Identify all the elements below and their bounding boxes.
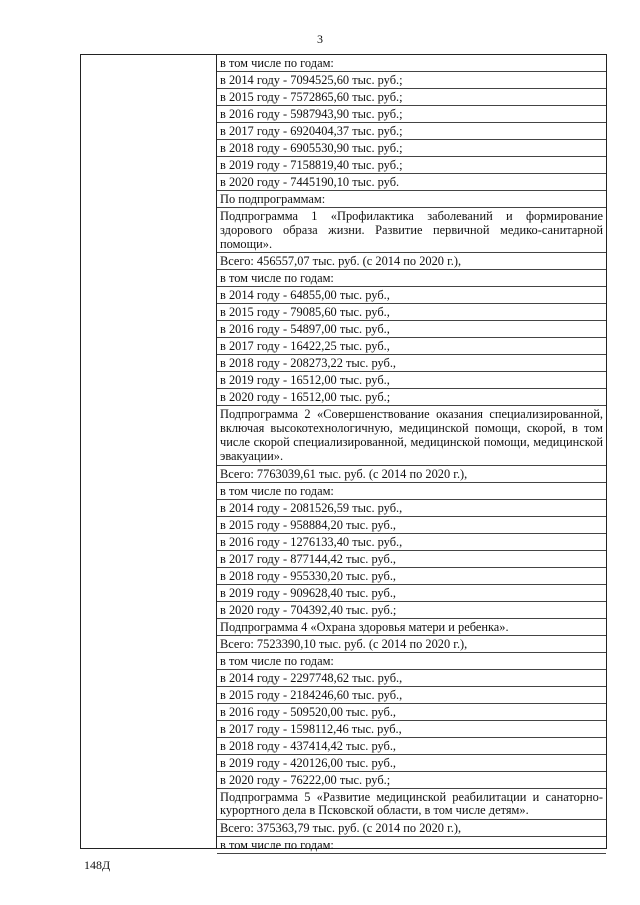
year-line: в 2016 году - 54897,00 тыс. руб.,	[217, 321, 606, 338]
year-line: в 2020 году - 7445190,10 тыс. руб.	[217, 174, 606, 191]
total-line: Всего: 7523390,10 тыс. руб. (с 2014 по 2020 г.),	[217, 636, 606, 653]
year-line: в 2014 году - 7094525,60 тыс. руб.;	[217, 72, 606, 89]
by-years-heading: в том числе по годам:	[217, 270, 606, 287]
subprogram-5-title: Подпрограмма 5 «Развитие медицинской реабилитации и санаторно-курортного дела в Псковской области, в том числе детям».	[217, 789, 606, 821]
year-line: в 2019 году - 16512,00 тыс. руб.,	[217, 372, 606, 389]
by-subprograms-heading: По подпрограммам:	[217, 191, 606, 208]
by-years-heading: в том числе по годам:	[217, 55, 606, 72]
year-line: в 2014 году - 2297748,62 тыс. руб.,	[217, 670, 606, 687]
year-line: в 2014 году - 2081526,59 тыс. руб.,	[217, 500, 606, 517]
total-line: Всего: 7763039,61 тыс. руб. (с 2014 по 2020 г.),	[217, 466, 606, 483]
total-line: Всего: 375363,79 тыс. руб. (с 2014 по 2020 г.),	[217, 820, 606, 837]
year-line: в 2016 году - 5987943,90 тыс. руб.;	[217, 106, 606, 123]
total-line: Всего: 456557,07 тыс. руб. (с 2014 по 2020 г.),	[217, 253, 606, 270]
year-line: в 2019 году - 7158819,40 тыс. руб.;	[217, 157, 606, 174]
year-line: в 2014 году - 64855,00 тыс. руб.,	[217, 287, 606, 304]
year-line: в 2019 году - 909628,40 тыс. руб.,	[217, 585, 606, 602]
year-line: в 2020 году - 704392,40 тыс. руб.;	[217, 602, 606, 619]
footer-code: 148Д	[84, 858, 111, 872]
by-years-heading: в том числе по годам:	[217, 653, 606, 670]
year-line: в 2018 году - 6905530,90 тыс. руб.;	[217, 140, 606, 157]
year-line: в 2016 году - 1276133,40 тыс. руб.,	[217, 534, 606, 551]
subprogram-4-title: Подпрограмма 4 «Охрана здоровья матери и ребенка».	[217, 619, 606, 636]
page-number: 3	[317, 32, 323, 46]
year-line: в 2018 году - 955330,20 тыс. руб.,	[217, 568, 606, 585]
year-line: в 2017 году - 16422,25 тыс. руб.,	[217, 338, 606, 355]
year-line: в 2016 году - 509520,00 тыс. руб.,	[217, 704, 606, 721]
year-line: в 2015 году - 79085,60 тыс. руб.,	[217, 304, 606, 321]
year-line: в 2018 году - 208273,22 тыс. руб.,	[217, 355, 606, 372]
subprogram-2-title: Подпрограмма 2 «Совершенствование оказания специализированной, включая высокотехнологичную, медицинской помощи, скорой, в том числе скорой специализированной, медицинской помощи, медицинской эвакуации».	[217, 406, 606, 465]
year-line: в 2019 году - 420126,00 тыс. руб.,	[217, 755, 606, 772]
year-line: в 2015 году - 7572865,60 тыс. руб.;	[217, 89, 606, 106]
by-years-heading: в том числе по годам:	[217, 483, 606, 500]
year-line: в 2018 году - 437414,42 тыс. руб.,	[217, 738, 606, 755]
by-years-heading: в том числе по годам:	[217, 837, 606, 854]
funding-details-cell	[217, 55, 606, 854]
year-line: в 2020 году - 76222,00 тыс. руб.;	[217, 772, 606, 789]
subprogram-1-title: Подпрограмма 1 «Профилактика заболеваний и формирование здорового образа жизни. Развитие первичной медико-санитарной помощи».	[217, 208, 606, 253]
year-line: в 2020 году - 16512,00 тыс. руб.;	[217, 389, 606, 406]
year-line: в 2017 году - 877144,42 тыс. руб.,	[217, 551, 606, 568]
year-line: в 2015 году - 2184246,60 тыс. руб.,	[217, 687, 606, 704]
year-line: в 2017 году - 6920404,37 тыс. руб.;	[217, 123, 606, 140]
year-line: в 2015 году - 958884,20 тыс. руб.,	[217, 517, 606, 534]
year-line: в 2017 году - 1598112,46 тыс. руб.,	[217, 721, 606, 738]
